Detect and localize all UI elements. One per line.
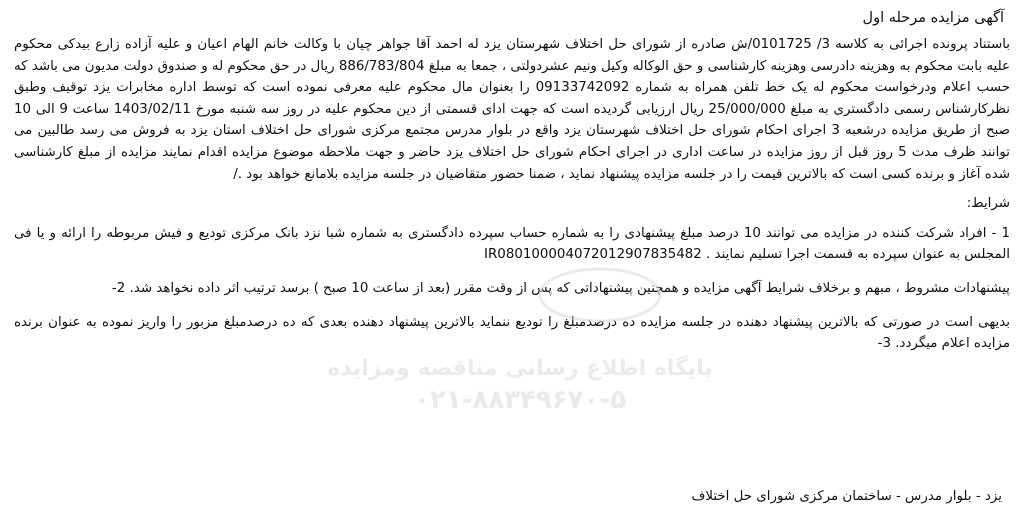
condition-item-3 — [14, 312, 1010, 355]
condition-item-2 — [14, 278, 1010, 300]
notice-title: آگهی مزایده مرحله اول — [862, 10, 1004, 26]
watermark-line2: ۰۲۱-۸۸۳۴۹۶۷۰-۵ — [413, 385, 627, 415]
conditions-heading: شرایط: — [966, 196, 1010, 212]
watermark-line1: پایگاه اطلاع رسانی مناقصه ومزایده — [327, 356, 713, 381]
condition-number: 2- — [111, 280, 126, 296]
notice-main-paragraph: باستناد پرونده اجرائی به کلاسه 3/ 0101725/ش صادره از شورای حل اختلاف شهرستان یزد له احمد آقا جواهر چیان با وکالت خانم الهام اعیان و علیه آزاده زارع بیدکی محکوم علیه بابت محکوم به وهزینه دادرسی وهزینه کارشناسی و حق الوکاله وکیل ونیم عشردولتی ، جمعا به مبلغ 886/783/804 ریال در حق محکوم له و صندوق دولت مدیون می باشد که حسب اعلام ودرخواست محکوم له یک خط تلفن همراه به شماره 09133742092 را بعنوان مال محکوم علیه معرفی نموده است که توسط اداره مخابرات یزد توقیف وطبق نظرکارشناس رسمی دادگستری به مبلغ 25/000/000 ریال ارزیابی گردیده است که جهت ادای قسمتی از دین محکوم علیه در روز سه شنبه مورخ 1403/02/11 ساعت 9 الی 10 صبح از طریق مزایده درشعبه 3 اجرای احکام شورای حل اختلاف شهرستان یزد واقع در بلوار مدرس مجتمع مرکزی شورای حل اختلاف استان یزد به فروش می رسد طالبین می توانند ظرف مدت 5 روز قبل از روز مزایده در ساعت اداری در اجرای احکام شورای حل اختلاف یزد حاضر و جهت ملاحظه موضوع مزایده اقدام نمایند مزایده از مبلغ کارشناسی شده آغاز و برنده کسی است که بالاترین قیمت را در جلسه مزایده پیشنهاد نماید ، ضمنا حضور متقاضیان در جلسه مزایده بلامانع خواهد بود ./ — [14, 37, 1011, 182]
condition-number: 1 - — [991, 225, 1010, 241]
footer-address: یزد - بلوار مدرس - ساختمان مرکزی شورای حل اختلاف — [691, 489, 1002, 504]
sheba-number: IR080100004072012907835482 — [484, 247, 702, 263]
condition-number: 3- — [877, 336, 891, 352]
condition-text: افراد شرکت کننده در مزایده می توانند 10 درصد مبلغ پیشنهادی را به شماره حساب سپرده دادگستری به شماره شبا نزد بانک مرکزی تودیع و فیش مربوطه را ارائه و یا فی المجلس به عنوان سپرده به قسمت اجرا تسلیم نمایند . — [14, 225, 1010, 263]
condition-text: پیشنهادات مشروط ، مبهم و برخلاف شرایط آگهی مزایده و همچنین پیشنهاداتی که پس از وقت مقرر (بعد از ساعت 10 صبح ) برسد ترتیب اثر داده نخواهد شد. — [129, 280, 1010, 296]
condition-item-1 — [14, 223, 1010, 266]
condition-text: بدیهی است در صورتی که بالاترین پیشنهاد دهنده در جلسه مزایده ده درصدمبلغ را تودیع ننماید بالاترین پیشنهاد دهنده بعدی که ده درصدمبلغ مزبور را واریز نموده به عنوان برنده مزایده اعلام میگردد. — [14, 314, 1010, 352]
